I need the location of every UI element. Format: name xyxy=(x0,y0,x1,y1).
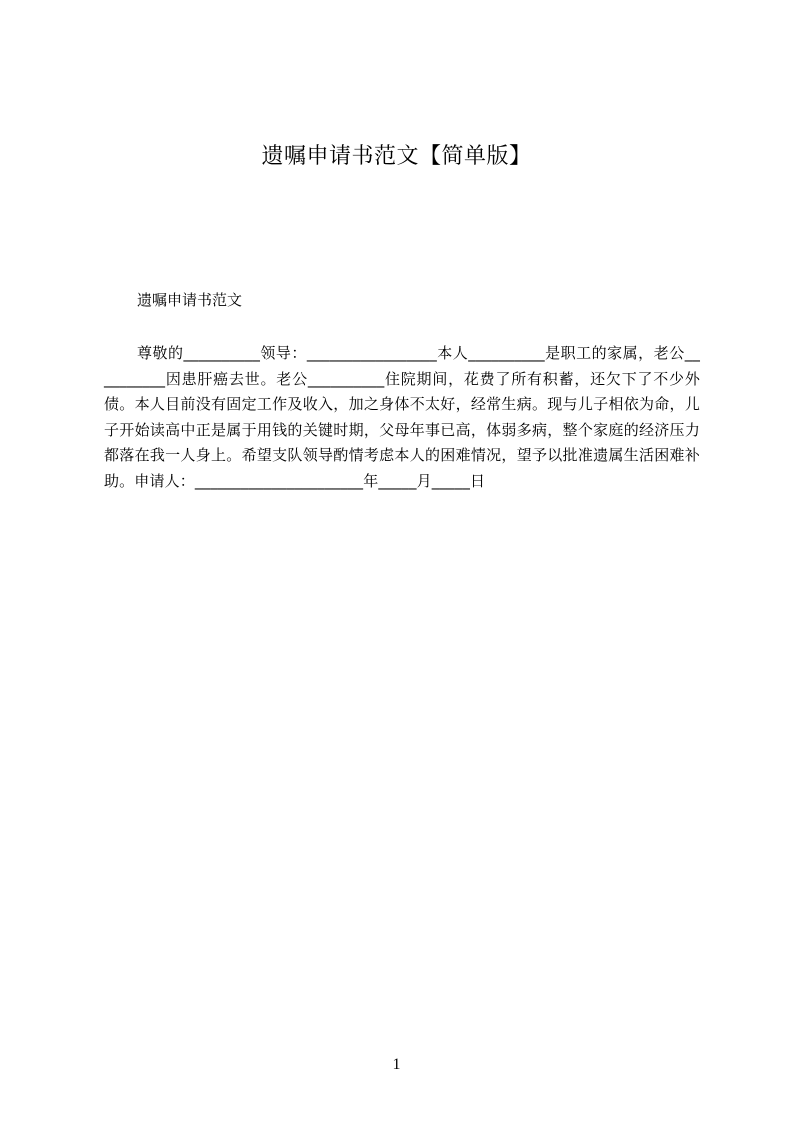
document-title: 遗嘱申请书范文【简单版】 xyxy=(261,144,532,169)
document-subtitle: 遗嘱申请书范文 xyxy=(137,291,243,309)
page-number: 1 xyxy=(392,1056,401,1073)
body-paragraph: 尊敬的__________领导：_________________本人__________是职工的家属，老公__________因患肝癌去世。老公__________住院期间，花费了所有积蓄，还欠下了不少外债。本人目前没有固定工作及收入，加之身体不太好，经常生病。现与儿子相依为命，儿子开始读高中正是属于用钱的关键时期，父母年事已高，体弱多病，整个家庭的经济压力都落在我一人身上。希望支队领导酌情考虑本人的困难情况，望予以批准遗属生活困难补助。申请人：______________________年_____月_____日 xyxy=(104,344,700,490)
